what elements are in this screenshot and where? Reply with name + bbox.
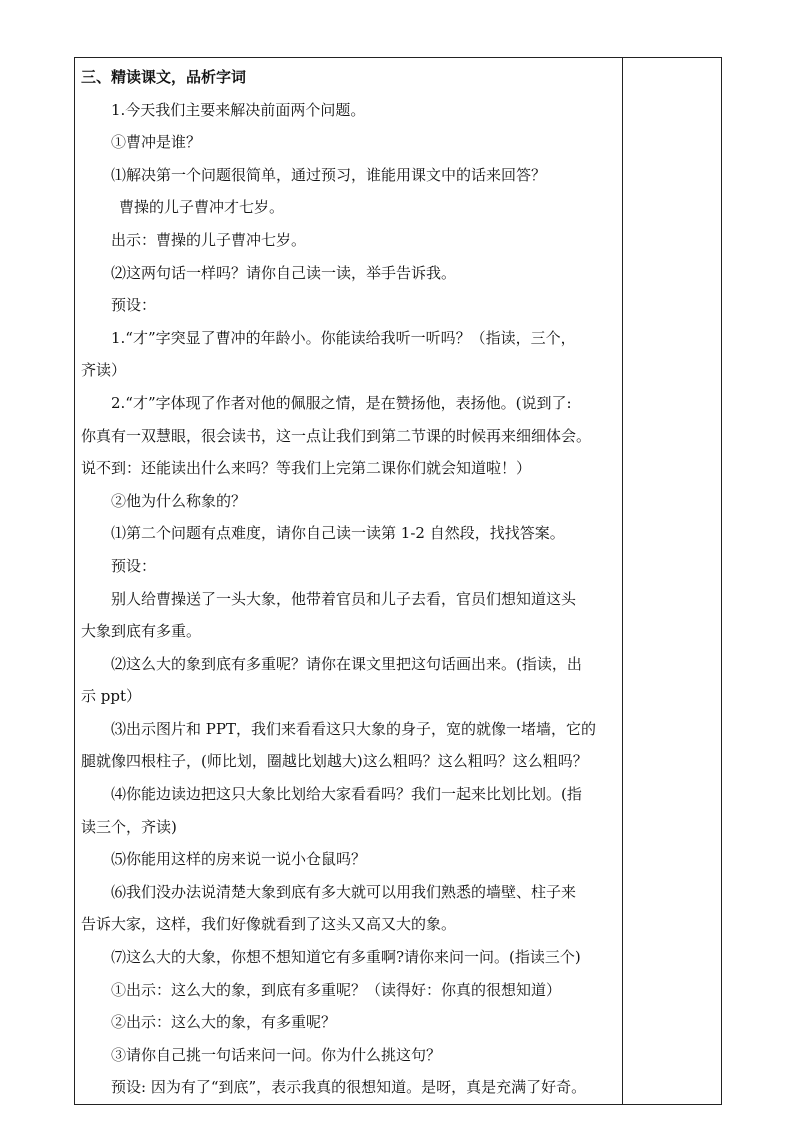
lesson-content (75, 58, 622, 1104)
paragraph-line: 预设: 因为有了“到底”，表示我真的很想知道。是呀，真是充满了好奇。 (111, 1078, 587, 1097)
lesson-content-cell (75, 58, 623, 1105)
paragraph-line: 2.“才”字体现了作者对他的佩服之情，是在赞扬他，表扬他。(说到了: (111, 393, 572, 412)
paragraph-line: 腿就像四根柱子，(师比划，圈越比划越大)这么粗吗？这么粗吗？这么粗吗？ (81, 752, 588, 771)
paragraph-line: ②他为什么称象的？ (111, 491, 247, 510)
paragraph-line: ⑵这两句话一样吗？请你自己读一读，举手告诉我。 (111, 263, 457, 282)
paragraph-line: 预设： (111, 556, 157, 575)
notes-cell (623, 58, 722, 1105)
paragraph-line: 读三个，齐读) (81, 817, 177, 836)
paragraph-line: ⑴解决第一个问题很简单，通过预习，谁能用课文中的话来回答？ (111, 165, 547, 184)
paragraph-line: ⑸你能用这样的房来说一说小仓鼠吗？ (111, 850, 367, 869)
paragraph-line: 出示：曹操的儿子曹冲七岁。 (111, 230, 307, 249)
paragraph-line: ⑵这么大的象到底有多重呢？请你在课文里把这句话画出来。(指读，出 (111, 654, 582, 673)
paragraph-line: 大象到底有多重。 (81, 622, 202, 641)
paragraph-line: ⑷你能边读边把这只大象比划给大家看看吗？我们一起来比划比划。(指 (111, 785, 582, 804)
paragraph-line: ②出示：这么大的象，有多重呢？ (111, 1013, 337, 1032)
paragraph-line: 齐读） (81, 361, 127, 380)
section-heading: 三、精读课文，品析字词 (81, 68, 247, 86)
paragraph-line: 你真有一双慧眼，很会读书，这一点让我们到第二节课的时候再来细细体会。 (81, 426, 592, 445)
paragraph-line: ⑺这么大的大象，你想不想知道它有多重啊?请你来问一问。(指读三个) (111, 948, 581, 967)
paragraph-line: ⑶出示图片和 PPT，我们来看看这只大象的身子，宽的就像一堵墙，它的 (111, 719, 596, 738)
paragraph-line: 说不到：还能读出什么来吗？等我们上完第二课你们就会知道啦！） (81, 459, 532, 478)
paragraph-line: ③请你自己挑一句话来问一问。你为什么挑这句？ (111, 1045, 442, 1064)
paragraph-line: 曹操的儿子曹冲才七岁。 (119, 198, 285, 217)
paragraph-line: 1.“才”字突显了曹冲的年龄小。你能读给我听一听吗？（指读，三个， (111, 328, 576, 347)
paragraph-line: 示 ppt） (81, 687, 142, 706)
paragraph-line: ⑴第二个问题有点难度，请你自己读一读第 1-2 自然段，找找答案。 (111, 524, 565, 543)
paragraph-line: 别人给曹操送了一头大象，他带着官员和儿子去看，官员们想知道这头 (111, 589, 577, 608)
paragraph-line: 告诉大家，这样，我们好像就看到了这头又高又大的象。 (81, 915, 457, 934)
lesson-table (74, 57, 722, 1105)
paragraph-line: ①曹冲是谁？ (111, 133, 202, 152)
paragraph-line: 预设： (111, 296, 157, 315)
paragraph-line: 1.今天我们主要来解决前面两个问题。 (111, 100, 366, 119)
paragraph-line: ①出示：这么大的象，到底有多重呢？（读得好：你真的很想知道） (111, 980, 562, 999)
paragraph-line: ⑹我们没办法说清楚大象到底有多大就可以用我们熟悉的墙壁、柱子来 (111, 882, 577, 901)
